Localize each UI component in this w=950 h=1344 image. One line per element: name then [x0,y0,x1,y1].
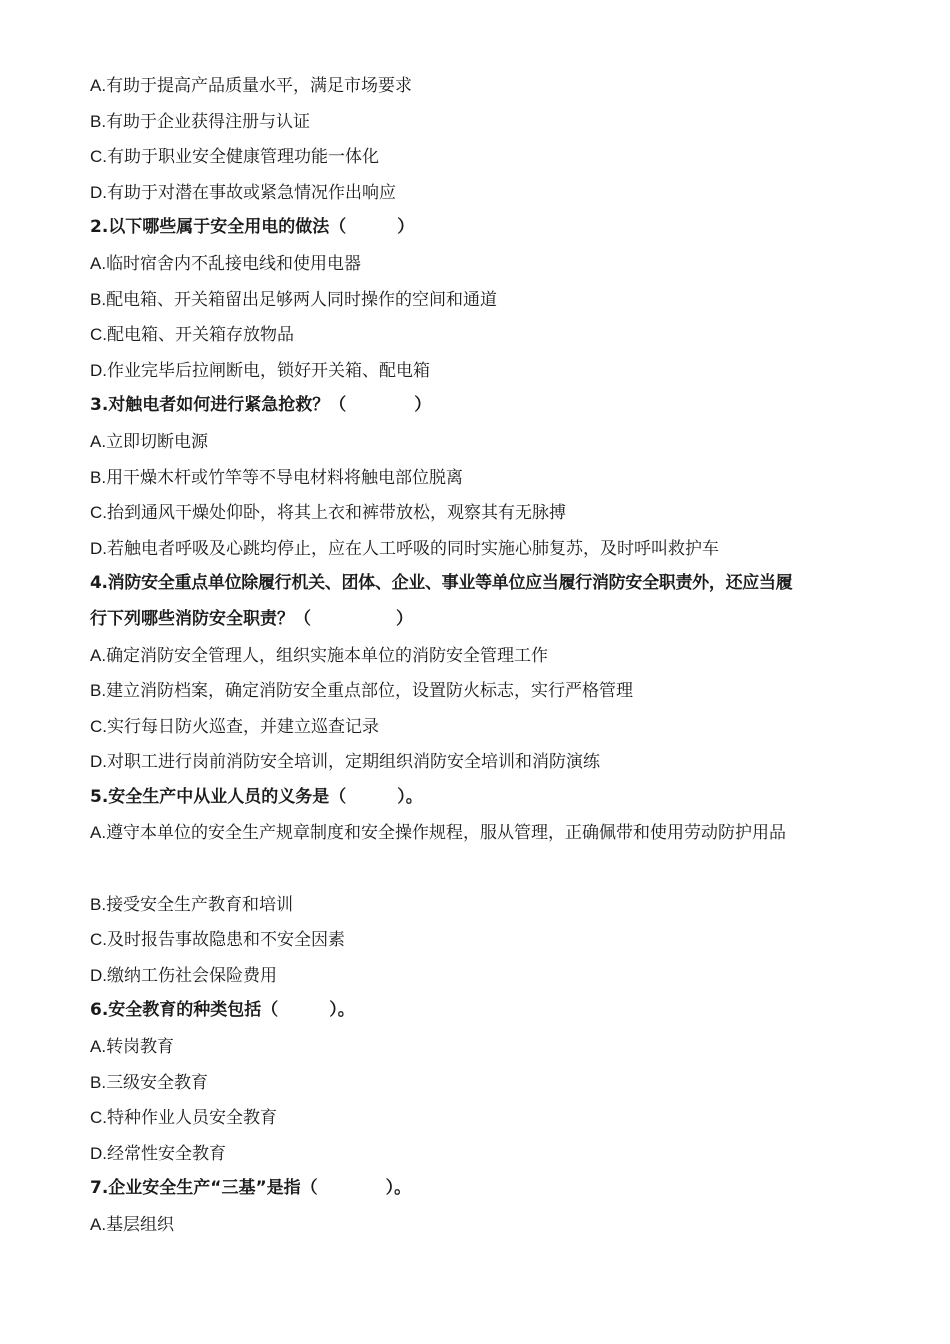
question-text: 6.安全教育的种类包括（ ）。 [90,1000,355,1021]
option-item [90,1029,870,1065]
option-label: D. [90,752,107,772]
option-label: C. [90,503,107,523]
option-text: 基层组织 [106,1215,175,1235]
option-label: A. [90,76,107,95]
option-label: A. [90,645,107,665]
option-text: 配电箱、开关箱留出足够两人同时操作的空间和通道 [106,289,498,310]
option-item [90,424,870,460]
option-text: 有助于企业获得注册与认证 [106,111,311,132]
option-item [90,709,870,745]
option-text: 建立消防档案，确定消防安全重点部位，设置防火标志，实行严格管理 [106,681,634,702]
option-item [90,1100,870,1136]
option-label: B. [90,289,107,309]
option-text: 确定消防安全管理人，组织实施本单位的消防安全管理工作 [106,645,549,666]
option-label: C. [90,147,107,167]
option-text: 三级安全教育 [106,1072,209,1093]
option-label: A. [90,1037,107,1057]
option-item [90,317,870,353]
option-label: C. [90,716,107,736]
option-item [90,531,870,567]
option-label: D. [90,1143,107,1163]
option-text: 缴纳工伤社会保险费用 [107,965,277,986]
option-text: 对职工进行岗前消防安全培训，定期组织消防安全培训和消防演练 [107,752,600,773]
option-label: D. [90,965,107,985]
option-item [90,1065,870,1101]
question-text: 7.企业安全生产“三基”是指（ ）。 [90,1178,412,1199]
option-label: A. [90,253,107,273]
question-text: 4.消防安全重点单位除履行机关、团体、企业、事业等单位应当履行消防安全职责外，还应当履 [90,573,793,594]
option-text: 用干燥木杆或竹竿等不导电材料将触电部位脱离 [106,467,464,488]
option-text: 遵守本单位的安全生产规章制度和安全操作规程，服从管理，正确佩带和使用劳动防护用品 [106,823,787,844]
option-text: 若触电者呼吸及心跳均停止，应在人工呼吸的同时实施心肺复苏，及时呼叫救护车 [107,538,719,559]
option-item [90,673,870,709]
option-item [90,246,870,282]
option-text: 接受安全生产教育和培训 [106,894,294,915]
option-label: D. [90,182,107,202]
option-item [90,353,870,389]
option-label: A. [90,431,107,451]
option-text: 有助于职业安全健康管理功能一体化 [107,147,379,168]
option-item [90,282,870,318]
option-text: 临时宿舍内不乱接电线和使用电器 [106,253,362,274]
option-text: 抬到通风干燥处仰卧，将其上衣和裤带放松，观察其有无脉搏 [107,503,566,524]
option-item [90,815,870,851]
option-label: A. [90,823,107,843]
question-text: 5.安全生产中从业人员的义务是（ ）。 [90,786,423,807]
option-item [90,1207,870,1243]
option-item [90,175,870,211]
option-label: D. [90,360,107,380]
option-item [90,68,870,104]
option-label: A. [90,1215,107,1234]
option-item [90,139,870,175]
question-list [90,68,870,1243]
question-text: 3.对触电者如何进行紧急抢救？（ ） [90,395,432,416]
option-text: 实行每日防火巡查，并建立巡查记录 [107,716,379,737]
option-item [90,958,870,994]
option-text: 转岗教育 [106,1037,175,1058]
option-text: 配电箱、开关箱存放物品 [107,325,294,346]
option-label: C. [90,1108,107,1128]
option-text: 有助于对潜在事故或紧急情况作出响应 [107,182,396,203]
option-item [90,887,870,923]
question-text: 行下列哪些消防安全职责？（ ） [90,608,413,629]
blank-line [90,851,870,887]
option-item [90,104,870,140]
option-label: B. [90,894,107,914]
option-item [90,744,870,780]
option-label: B. [90,681,107,701]
option-item [90,638,870,674]
option-label: B. [90,111,107,131]
option-label: C. [90,930,107,950]
option-label: B. [90,1072,107,1092]
option-text: 作业完毕后拉闸断电，锁好开关箱、配电箱 [107,360,430,381]
option-label: D. [90,538,107,558]
option-text: 立即切断电源 [106,431,209,452]
option-label: C. [90,325,107,345]
option-text: 有助于提高产品质量水平，满足市场要求 [106,76,413,96]
option-text: 特种作业人员安全教育 [107,1108,277,1129]
option-text: 及时报告事故隐患和不安全因素 [107,930,345,951]
question-text: 2.以下哪些属于安全用电的做法（ ） [90,217,415,238]
option-item [90,495,870,531]
option-text: 经常性安全教育 [107,1143,226,1164]
option-label: B. [90,467,107,487]
option-item [90,460,870,496]
option-item [90,922,870,958]
option-item [90,1136,870,1172]
